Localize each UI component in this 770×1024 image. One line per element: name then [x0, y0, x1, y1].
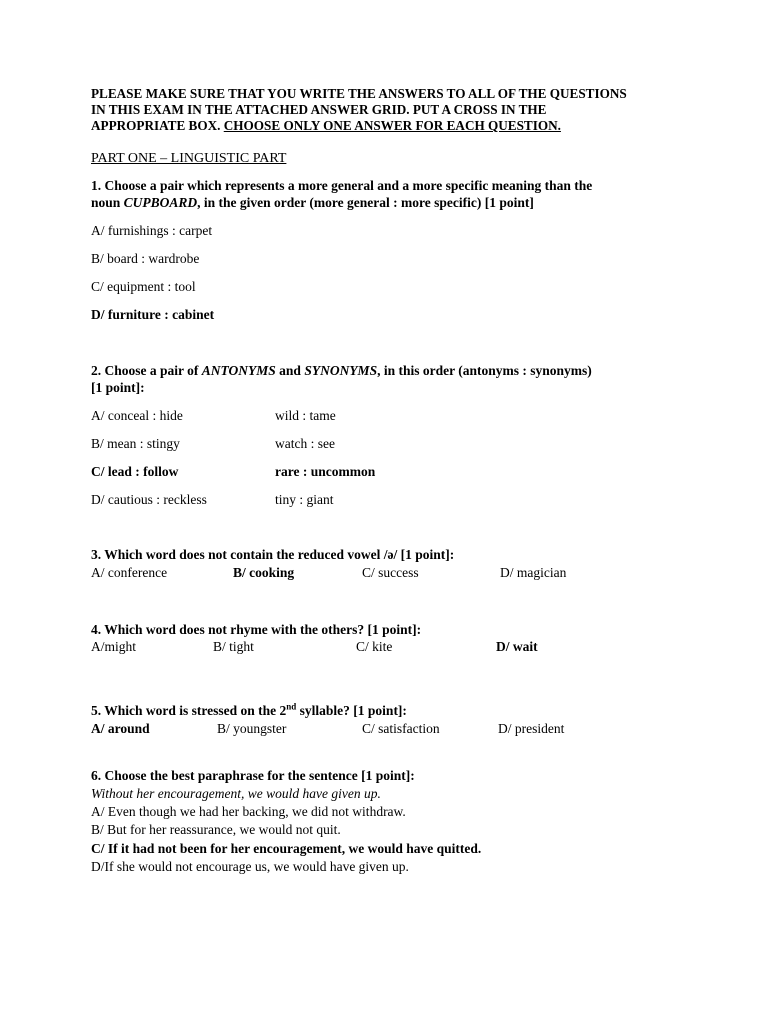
q2-text: 2. Choose a pair of — [91, 363, 202, 378]
q6-option-c[interactable]: C/ If it had not been for her encouragement, we would have quitted. — [91, 841, 482, 856]
q1-option-b[interactable]: B/ board : wardrobe — [91, 251, 200, 266]
q6-option-b[interactable]: B/ But for her reassurance, we would not quit. — [91, 822, 341, 837]
q6-option-a[interactable]: A/ Even though we had her backing, we did not withdraw. — [91, 804, 406, 819]
instruction-line-3 — [91, 117, 561, 135]
q4-option-a[interactable]: A/might — [91, 639, 137, 654]
q2-option-d-antonyms[interactable]: D/ cautious : reckless — [91, 492, 207, 507]
q4-option-c[interactable]: C/ kite — [356, 639, 393, 654]
q1-option-c[interactable]: C/ equipment : tool — [91, 279, 196, 294]
q3-option-c[interactable]: C/ success — [362, 565, 419, 580]
q5-option-a[interactable]: A/ around — [91, 721, 150, 736]
q4-option-b[interactable]: B/ tight — [213, 639, 254, 654]
instruction-line-1: PLEASE MAKE SURE THAT YOU WRITE THE ANSWERS TO ALL OF THE QUESTIONS — [91, 86, 627, 101]
q3-option-a[interactable]: A/ conference — [91, 565, 168, 580]
q5-option-d[interactable]: D/ president — [498, 721, 565, 736]
q4-question: 4. Which word does not rhyme with the others? [1 point]: — [91, 622, 422, 637]
q6-sentence: Without her encouragement, we would have given up. — [91, 786, 381, 801]
instruction-text: APPROPRIATE BOX. — [91, 118, 224, 133]
q2-option-c-synonyms[interactable]: rare : uncommon — [275, 464, 376, 479]
q1-keyword: CUPBOARD — [123, 195, 198, 210]
q3-question: 3. Which word does not contain the reduced vowel /ə/ [1 point]: — [91, 547, 455, 562]
q5-text-end: syllable? [1 point]: — [296, 703, 407, 718]
q1-option-a[interactable]: A/ furnishings : carpet — [91, 223, 213, 238]
q2-option-a-antonyms[interactable]: A/ conceal : hide — [91, 408, 183, 423]
q3-option-d[interactable]: D/ magician — [500, 565, 567, 580]
q2-text-and: and — [275, 363, 305, 378]
q5-text: 5. Which word is stressed on the 2 — [91, 703, 287, 718]
q2-option-b-synonyms[interactable]: watch : see — [275, 436, 335, 451]
q2-question-line-1 — [91, 362, 592, 380]
q6-option-d[interactable]: D/If she would not encourage us, we would have given up. — [91, 859, 409, 874]
q2-keyword-synonyms: SYNONYMS — [304, 363, 378, 378]
q2-text-end: , in this order (antonyms : synonyms) — [377, 363, 592, 378]
q2-question-line-2: [1 point]: — [91, 380, 145, 395]
q1-text-end: , in the given order (more general : more specific) [1 point] — [197, 195, 534, 210]
part-title: PART ONE – LINGUISTIC PART — [91, 151, 287, 166]
q2-option-d-synonyms[interactable]: tiny : giant — [275, 492, 334, 507]
q2-option-b-antonyms[interactable]: B/ mean : stingy — [91, 436, 180, 451]
q5-option-c[interactable]: C/ satisfaction — [362, 721, 440, 736]
instruction-emphasis: CHOOSE ONLY ONE ANSWER FOR EACH QUESTION. — [223, 118, 561, 133]
q1-option-d[interactable]: D/ furniture : cabinet — [91, 307, 215, 322]
q5-superscript: nd — [286, 701, 297, 712]
q2-keyword-antonyms: ANTONYMS — [201, 363, 276, 378]
q3-option-b[interactable]: B/ cooking — [233, 565, 295, 580]
q1-question-line-1: 1. Choose a pair which represents a more general and a more specific meaning than the — [91, 178, 593, 193]
q5-option-b[interactable]: B/ youngster — [217, 721, 287, 736]
q4-option-d[interactable]: D/ wait — [496, 639, 538, 654]
q5-question — [91, 702, 407, 720]
instruction-line-2: IN THIS EXAM IN THE ATTACHED ANSWER GRID. PUT A CROSS IN THE — [91, 102, 547, 117]
q2-option-c-antonyms[interactable]: C/ lead : follow — [91, 464, 179, 479]
q6-question: 6. Choose the best paraphrase for the sentence [1 point]: — [91, 768, 415, 783]
q2-option-a-synonyms[interactable]: wild : tame — [275, 408, 336, 423]
q1-text: noun — [91, 195, 124, 210]
q1-question-line-2 — [91, 194, 534, 212]
